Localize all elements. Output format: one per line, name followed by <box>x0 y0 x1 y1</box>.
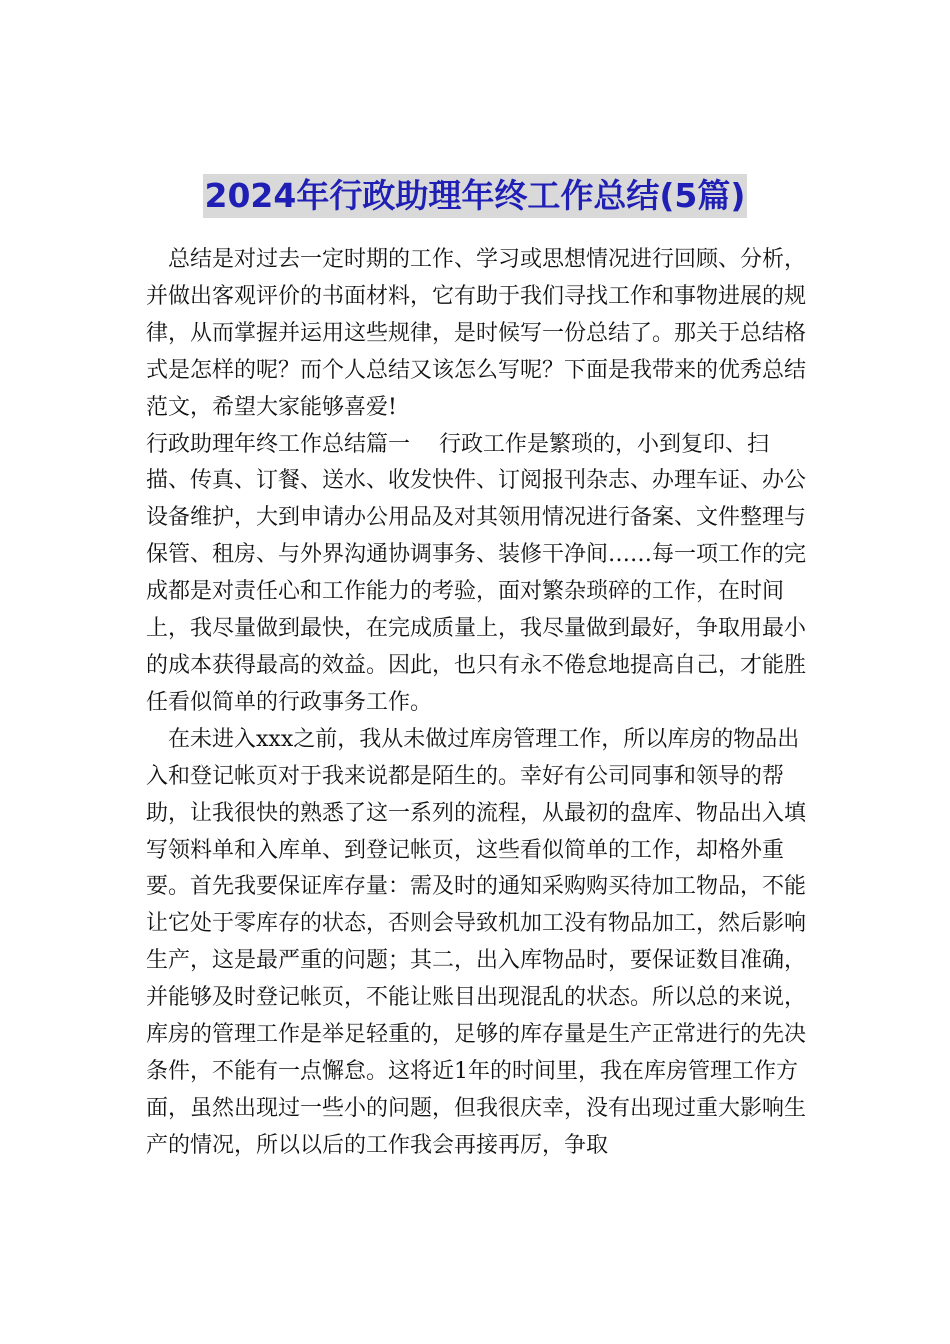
intro-paragraph: 总结是对过去一定时期的工作、学习或思想情况进行回顾、分析，并做出客观评价的书面材料，它有助于我们寻找工作和事物进展的规律，从而掌握并运用这些规律，是时候写一份总结了。那关于总结格式是怎样的呢？而个人总结又该怎么写呢？下面是我带来的优秀总结范文，希望大家能够喜爱! <box>146 247 807 420</box>
title-container <box>0 174 950 218</box>
article-one-paragraph: 行政助理年终工作总结篇一 行政工作是繁琐的，小到复印、扫描、传真、订餐、送水、收发快件、订阅报刊杂志、办理车证、办公设备维护，大到申请办公用品及对其领用情况进行备案、文件整理与保管、租房、与外界沟通协调事务、装修干净间……每一项工作的完成都是对责任心和工作能力的考验，面对繁杂琐碎的工作，在时间上，我尽量做到最快，在完成质量上，我尽量做到最好，争取用最小的成本获得最高的效益。因此，也只有永不倦怠地提高自己，才能胜任看似简单的行政事务工作。 <box>146 431 807 715</box>
document-body <box>146 242 806 1165</box>
warehouse-paragraph: 在未进入xxx之前，我从未做过库房管理工作，所以库房的物品出入和登记帐页对于我来说都是陌生的。幸好有公司同事和领导的帮助，让我很快的熟悉了这一系列的流程，从最初的盘库、物品出入填写领料单和入库单、到登记帐页，这些看似简单的工作，却格外重要。首先我要保证库存量：需及时的通知采购购买待加工物品，不能让它处于零库存的状态，否则会导致机加工没有物品加工，然后影响生产，这是最严重的问题；其二，出入库物品时，要保证数目准确，并能够及时登记帐页，不能让账目出现混乱的状态。所以总的来说，库房的管理工作是举足轻重的，足够的库存量是生产正常进行的先决条件，不能有一点懈怠。这将近1年的时间里，我在库房管理工作方面，虽然出现过一些小的问题，但我很庆幸，没有出现过重大影响生产的情况，所以以后的工作我会再接再厉，争取 <box>146 726 807 1158</box>
document-title: 2024年行政助理年终工作总结(5篇) <box>203 174 748 218</box>
